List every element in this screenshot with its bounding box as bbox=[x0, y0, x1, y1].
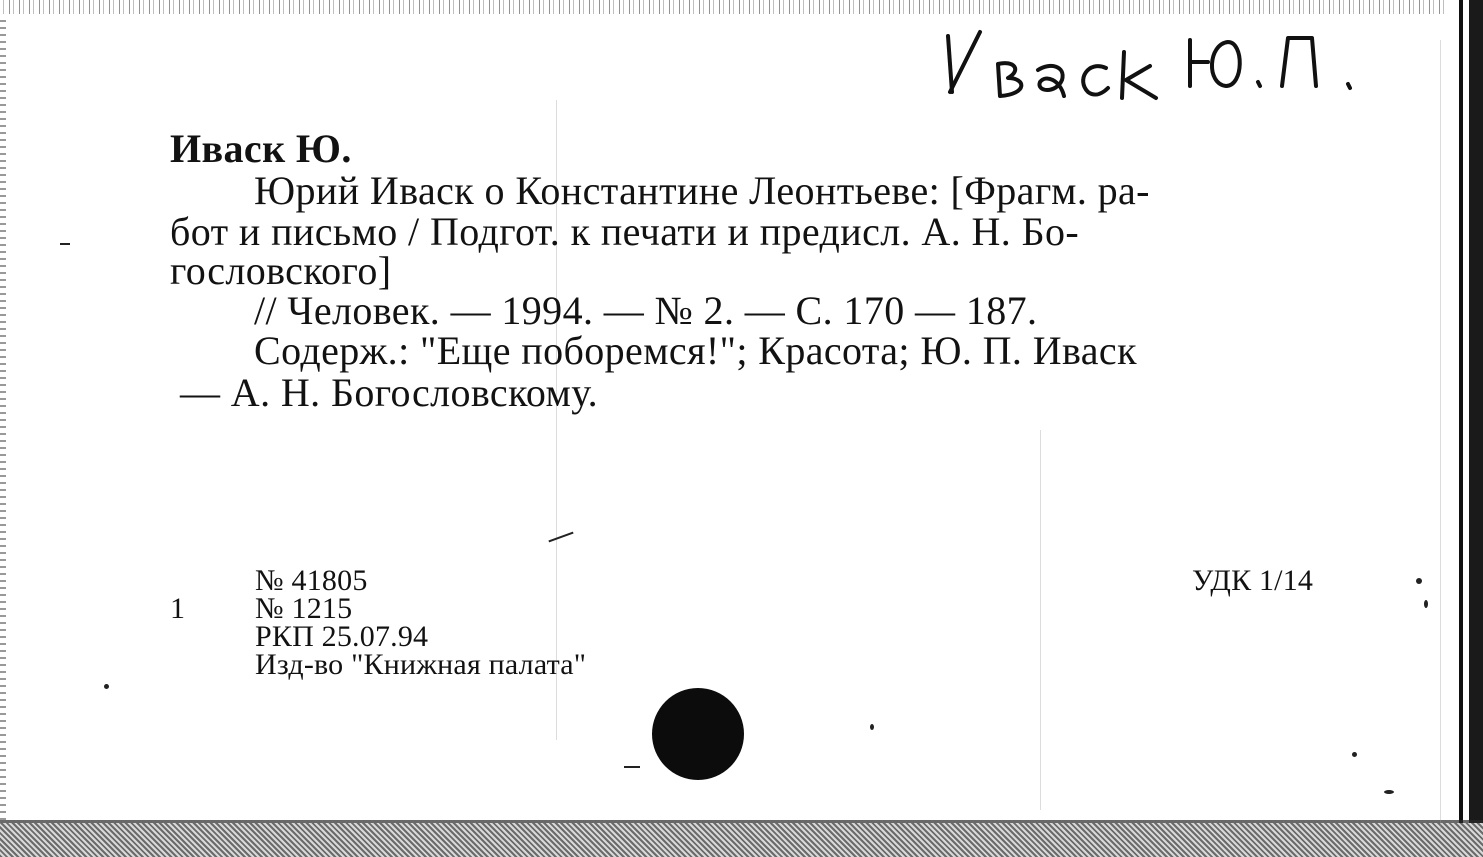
scan-right-edge bbox=[1449, 0, 1483, 857]
scan-speck bbox=[548, 532, 573, 543]
punch-hole bbox=[652, 688, 744, 780]
copies-count: 1 bbox=[170, 592, 186, 625]
registration-number: № 1215 bbox=[255, 592, 353, 625]
scan-speck bbox=[1424, 600, 1428, 608]
fold-line bbox=[1040, 430, 1041, 810]
scan-speck bbox=[1416, 578, 1422, 584]
description-line: бот и письмо / Подгот. к печати и предисл. А. Н. Бо- bbox=[170, 209, 1080, 254]
scan-speck bbox=[870, 724, 874, 730]
card-number: № 41805 bbox=[255, 564, 368, 597]
description-line: Юрий Иваск о Константине Леонтьеве: [Фрагм. ра- bbox=[254, 168, 1150, 213]
scan-speck bbox=[60, 243, 70, 245]
scan-left-edge bbox=[0, 20, 6, 820]
scan-speck bbox=[1384, 790, 1394, 794]
scan-bottom-edge bbox=[0, 823, 1483, 857]
publisher: Изд-во "Книжная палата" bbox=[255, 648, 587, 681]
handwritten-annotation bbox=[938, 22, 1378, 112]
fold-line bbox=[1440, 40, 1441, 830]
description-line: // Человек. — 1994. — № 2. — С. 170 — 187. bbox=[254, 288, 1038, 333]
rkp-date: РКП 25.07.94 bbox=[255, 620, 429, 653]
scan-speck bbox=[104, 684, 109, 689]
scan-speck bbox=[1352, 752, 1357, 757]
scan-top-edge bbox=[0, 0, 1483, 14]
description-line: — А. Н. Богословскому. bbox=[180, 370, 599, 415]
scan-speck bbox=[624, 766, 640, 768]
card-heading: Иваск Ю. bbox=[170, 126, 352, 171]
description-line: гословского] bbox=[170, 248, 392, 293]
description-line: Содерж.: "Еще поборемся!"; Красота; Ю. П. Иваск bbox=[254, 328, 1137, 373]
udk-code: УДК 1/14 bbox=[1192, 564, 1314, 597]
